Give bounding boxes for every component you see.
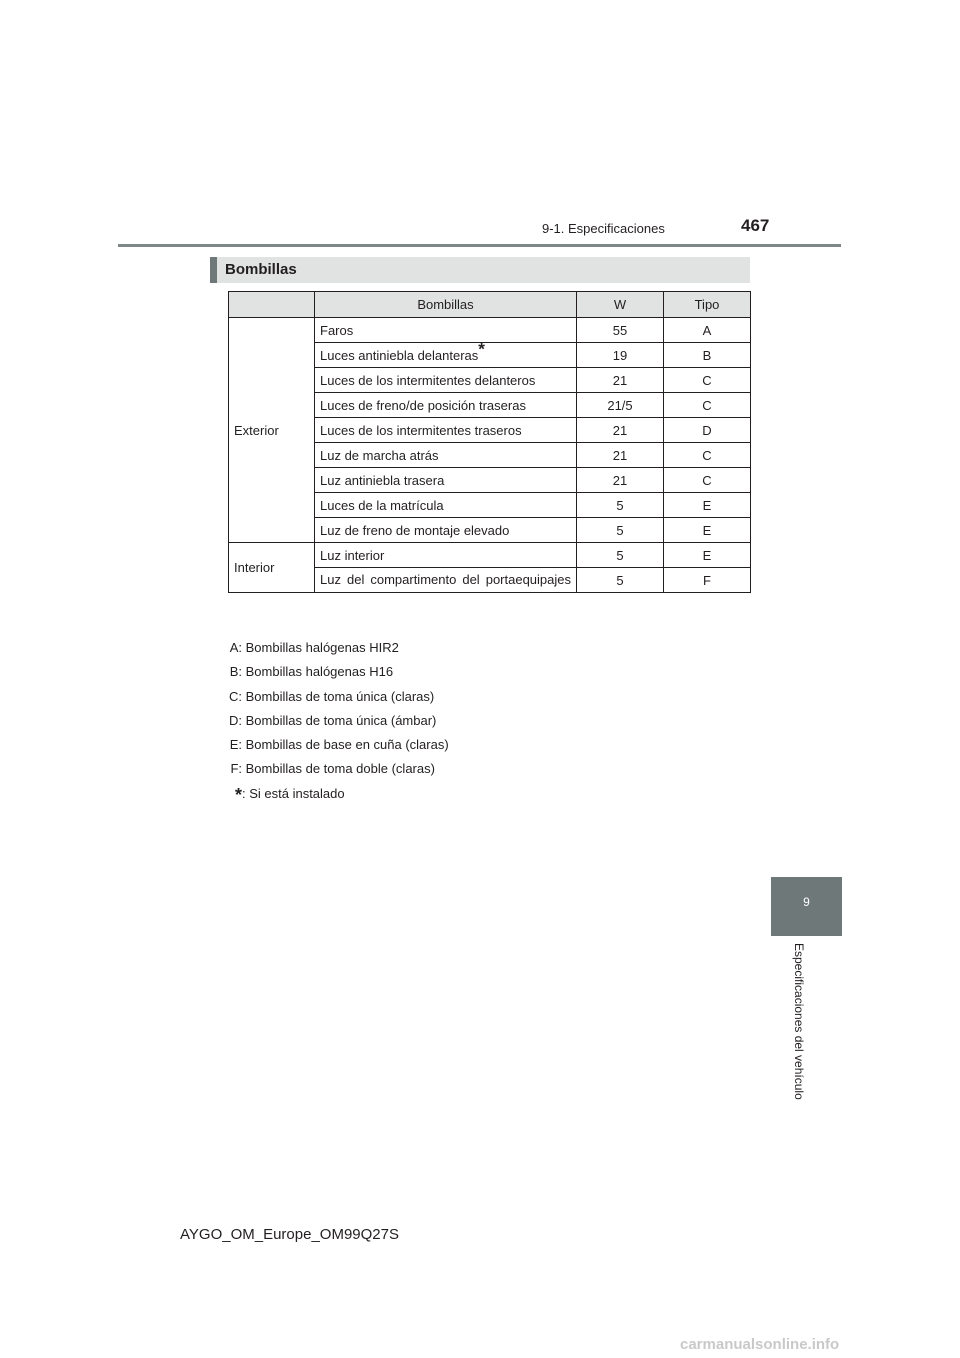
bulb-name: Luces antiniebla delanteras	[320, 347, 479, 363]
header-cell-bulbs: Bombillas	[315, 292, 577, 318]
group-label-interior: Interior	[229, 543, 315, 593]
footer-document-id: AYGO_OM_Europe_OM99Q27S	[180, 1226, 399, 1243]
header-cell-type: Tipo	[664, 292, 751, 318]
legend-text: Bombillas de toma única (claras)	[245, 688, 435, 704]
bulb-name: Faros	[315, 318, 577, 343]
bulb-name: Luces de los intermitentes delanteros	[315, 368, 577, 393]
bulb-name: Luz de marcha atrás	[315, 443, 577, 468]
bulb-watts: 21/5	[577, 393, 664, 418]
header-cell-watts: W	[577, 292, 664, 318]
legend-key: B:	[229, 664, 242, 680]
legend-text: Bombillas de toma doble (claras)	[245, 761, 435, 777]
table-row	[229, 543, 751, 568]
bulb-type: D	[664, 418, 751, 443]
bulb-watts: 5	[577, 568, 664, 593]
bulb-watts: 19	[577, 343, 664, 368]
section-title: Bombillas	[225, 261, 297, 278]
bulb-type-legend	[218, 636, 449, 806]
legend-item	[218, 660, 449, 684]
legend-key: E:	[229, 737, 242, 753]
bulb-watts: 21	[577, 368, 664, 393]
legend-key: D:	[229, 712, 242, 728]
bulb-watts: 21	[577, 418, 664, 443]
header-cell-group	[229, 292, 315, 318]
bulb-type: B	[664, 343, 751, 368]
bulb-watts: 21	[577, 443, 664, 468]
bulb-watts: 5	[577, 518, 664, 543]
bulb-type: C	[664, 468, 751, 493]
asterisk-marker: *	[478, 339, 485, 359]
bulb-type: C	[664, 393, 751, 418]
bulb-type: E	[664, 493, 751, 518]
header-divider	[118, 244, 841, 247]
legend-text: Bombillas halógenas HIR2	[245, 640, 399, 655]
legend-key: A:	[229, 640, 242, 655]
chapter-tab[interactable]	[771, 877, 842, 936]
legend-item	[218, 733, 449, 757]
bulbs-table	[228, 291, 751, 593]
bulb-type: A	[664, 318, 751, 343]
bulb-type: C	[664, 443, 751, 468]
bulb-name: Luz de freno de montaje elevado	[315, 518, 577, 543]
bulb-name-cell	[315, 339, 577, 368]
footnote-text: : Si está instalado	[242, 785, 345, 801]
legend-text: Bombillas halógenas H16	[245, 664, 394, 680]
bulb-watts: 5	[577, 493, 664, 518]
footnote	[218, 782, 449, 806]
bulb-watts: 55	[577, 318, 664, 343]
chapter-number: 9	[803, 895, 810, 909]
legend-text: Bombillas de toma única (ámbar)	[245, 712, 437, 728]
bulb-watts: 5	[577, 543, 664, 568]
footnote-marker: *	[234, 784, 242, 805]
bulb-type: E	[664, 518, 751, 543]
legend-text: Bombillas de base en cuña (claras)	[245, 737, 449, 753]
legend-item	[218, 757, 449, 781]
bulb-type: C	[664, 368, 751, 393]
section-heading	[210, 257, 750, 283]
table-row	[229, 318, 751, 343]
legend-key: F:	[230, 761, 242, 777]
running-header-section: 9-1. Especificaciones	[542, 221, 665, 236]
bulb-type: E	[664, 543, 751, 568]
group-label-exterior: Exterior	[229, 318, 315, 543]
legend-item	[218, 636, 449, 660]
bulb-name: Luz antiniebla trasera	[315, 468, 577, 493]
watermark: carmanualsonline.info	[680, 1336, 840, 1353]
bulb-name: Luces de la matrícula	[315, 493, 577, 518]
bulb-watts: 21	[577, 468, 664, 493]
chapter-side-label: Especificaciones del vehículo	[792, 943, 806, 1100]
bulb-name: Luces de los intermitentes traseros	[315, 418, 577, 443]
bulb-name: Luz interior	[315, 543, 577, 568]
table-header-row	[229, 292, 751, 318]
legend-key: C:	[229, 688, 242, 704]
page-number: 467	[741, 216, 770, 235]
bulb-name: Luces de freno/de posición traseras	[315, 393, 577, 418]
bulb-type: F	[664, 568, 751, 593]
legend-item	[218, 709, 449, 733]
legend-item	[218, 685, 449, 709]
bulb-name: Luz del compartimento del portaequipajes	[315, 568, 577, 593]
